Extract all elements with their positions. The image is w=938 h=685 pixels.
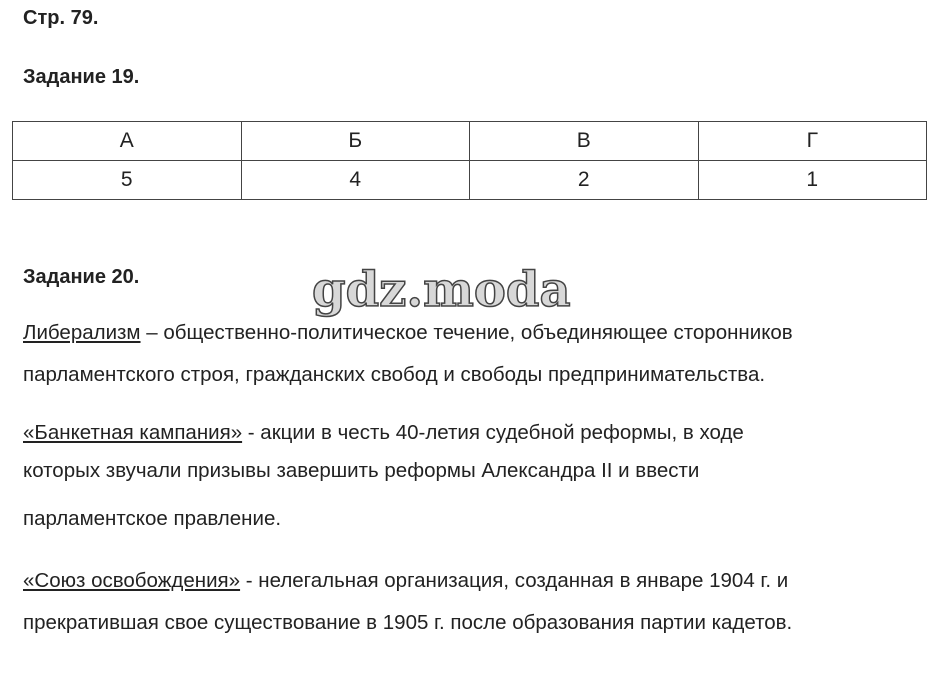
definition-line: парламентское правление.: [23, 507, 282, 530]
answer-table: [12, 121, 927, 200]
table-header-cell: Б: [241, 122, 470, 161]
definition-line: [23, 421, 744, 445]
table-cell: 4: [241, 161, 470, 200]
definition-line: парламентского строя, гражданских свобод и свободы предпринимательства.: [23, 363, 766, 386]
definition-line: [23, 321, 793, 345]
table-header-cell: В: [470, 122, 699, 161]
table-header-row: [13, 122, 927, 161]
watermark-logo: gdz.moda: [312, 262, 571, 318]
page-reference: Стр. 79.: [23, 7, 99, 29]
table-cell: 5: [13, 161, 242, 200]
table-header-cell: А: [13, 122, 242, 161]
table-cell: 1: [698, 161, 927, 200]
definition-term: «Союз освобождения»: [23, 569, 241, 592]
definition-line: прекратившая свое существование в 1905 г. после образования партии кадетов.: [23, 611, 793, 634]
task-19-title: Задание 19.: [23, 66, 140, 88]
definition-text: - акции в честь 40-летия судебной реформы, в ходе: [242, 421, 744, 444]
table-cell: 2: [470, 161, 699, 200]
table-header-cell: Г: [698, 122, 927, 161]
definition-term: Либерализм: [23, 321, 141, 344]
table-row: [13, 161, 927, 200]
task-20-title: Задание 20.: [23, 266, 140, 288]
definition-line: которых звучали призывы завершить реформы Александра II и ввести: [23, 459, 700, 482]
definition-text: – общественно-политическое течение, объединяющее сторонников: [140, 321, 793, 344]
definition-text: - нелегальная организация, созданная в январе 1904 г. и: [240, 569, 789, 592]
definition-line: [23, 569, 788, 593]
definition-term: «Банкетная кампания»: [23, 421, 243, 444]
